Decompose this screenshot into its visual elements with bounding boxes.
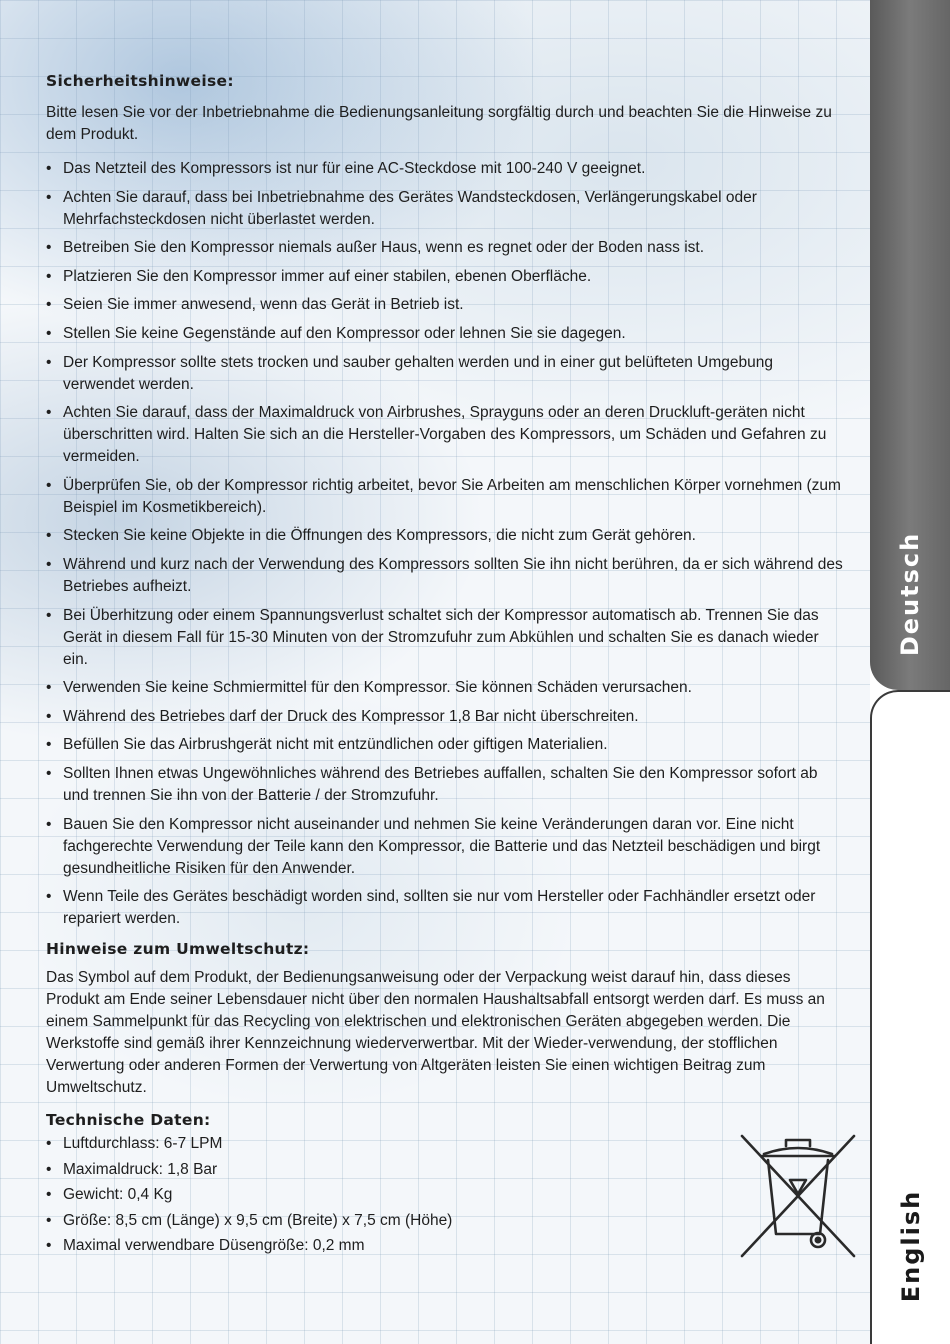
tab-deutsch[interactable] bbox=[870, 0, 950, 690]
list-item: • Der Kompressor sollte stets trocken und sauber gehalten werden und in einer gut belüfteten Umgebung verwendet werden. bbox=[46, 352, 846, 396]
list-item: • Seien Sie immer anwesend, wenn das Gerät in Betrieb ist. bbox=[46, 294, 846, 316]
safety-title: Sicherheitshinweise: bbox=[46, 72, 234, 90]
safety-list bbox=[46, 158, 846, 930]
list-item: • Achten Sie darauf, dass bei Inbetriebnahme des Gerätes Wandsteckdosen, Verlängerungskabel oder Mehrfachsteckdosen nicht überlastet werden. bbox=[46, 187, 846, 231]
list-item: • Während des Betriebes darf der Druck des Kompressor 1,8 Bar nicht überschreiten. bbox=[46, 706, 846, 728]
list-item: • Befüllen Sie das Airbrushgerät nicht mit entzündlichen oder giftigen Materialien. bbox=[46, 734, 846, 756]
tab-label-deutsch: Deutsch bbox=[896, 531, 925, 657]
list-item: • Stecken Sie keine Objekte in die Öffnungen des Kompressors, die nicht zum Gerät gehören. bbox=[46, 525, 846, 547]
list-item: • Gewicht: 0,4 Kg bbox=[46, 1184, 846, 1206]
list-item: • Das Netzteil des Kompressors ist nur für eine AC-Steckdose mit 100-240 V geeignet. bbox=[46, 158, 846, 180]
list-item: • Während und kurz nach der Verwendung des Kompressors sollten Sie ihn nicht berühren, da er sich während des Betriebes aufheizt. bbox=[46, 554, 846, 598]
technical-list bbox=[46, 1133, 846, 1257]
list-item: • Bei Überhitzung oder einem Spannungsverlust schaltet sich der Kompressor automatisch ab. Trennen Sie das Gerät in diesem Fall für 15-30 Minuten von der Stromzufuhr zum Abkühlen und schalten Sie es danach wieder ein. bbox=[46, 605, 846, 671]
list-item: • Platzieren Sie den Kompressor immer auf einer stabilen, ebenen Oberfläche. bbox=[46, 266, 846, 288]
list-item: • Sollten Ihnen etwas Ungewöhnliches während des Betriebes auffallen, schalten Sie den Kompressor sofort ab und trennen Sie ihn von der Batterie / der Stromzufuhr. bbox=[46, 763, 846, 807]
list-item: • Bauen Sie den Kompressor nicht auseinander und nehmen Sie keine Veränderungen daran vor. Eine nicht fachgerechte Verwendung der Teile kann den Kompressor, die Batterie und das Netzteil beschädigen und birgt gesundheitliche Risiken für den Anwender. bbox=[46, 814, 846, 880]
page-content bbox=[46, 72, 846, 1261]
safety-intro: Bitte lesen Sie vor der Inbetriebnahme die Bedienungsanleitung sorgfältig durch und beachten Sie die Hinweise zu dem Produkt. bbox=[46, 104, 832, 143]
crossed-out-wheelie-bin-icon bbox=[738, 1130, 858, 1264]
list-item: • Verwenden Sie keine Schmiermittel für den Kompressor. Sie können Schäden verursachen. bbox=[46, 677, 846, 699]
list-item: • Achten Sie darauf, dass der Maximaldruck von Airbrushes, Sprayguns oder an deren Druckluft-geräten nicht überschritten wird. Halten Sie sich an die Hersteller-Vorgaben des Kompressors, um Schäden und Gefahren zu vermeiden. bbox=[46, 402, 846, 468]
list-item: • Größe: 8,5 cm (Länge) x 9,5 cm (Breite) x 7,5 cm (Höhe) bbox=[46, 1210, 846, 1232]
list-item: • Betreiben Sie den Kompressor niemals außer Haus, wenn es regnet oder der Boden nass ist. bbox=[46, 237, 846, 259]
environment-title: Hinweise zum Umweltschutz: bbox=[46, 940, 310, 959]
list-item: • Wenn Teile des Gerätes beschädigt worden sind, sollten sie nur vom Hersteller oder Fachhändler ersetzt oder repariert werden. bbox=[46, 886, 846, 930]
tab-label-english: English bbox=[897, 1189, 926, 1303]
technical-title: Technische Daten: bbox=[46, 1111, 211, 1130]
list-item: • Maximaldruck: 1,8 Bar bbox=[46, 1159, 846, 1181]
list-item: • Überprüfen Sie, ob der Kompressor richtig arbeitet, bevor Sie Arbeiten am menschlichen Körper vornehmen (zum Beispiel im Kosmetikbereich). bbox=[46, 475, 846, 519]
list-item: • Maximal verwendbare Düsengröße: 0,2 mm bbox=[46, 1235, 846, 1257]
list-item: • Luftdurchlass: 6-7 LPM bbox=[46, 1133, 846, 1155]
environment-text: Das Symbol auf dem Produkt, der Bedienungsanweisung oder der Verpackung weist darauf hin, dass dieses Produkt am Ende seiner Lebensdauer nicht über den normalen Haushaltsabfall entsorgt werden darf. Es muss an einem Sammelpunkt für das Recycling von elektrischen und elektronischen Geräten abgegeben werden. Die Werkstoffe sind gemäß ihrer Kennzeichnung wiederverwertbar. Mit der Wieder-verwendung, der stofflichen Verwertung oder anderen Formen der Verwertung von Altgeräten leisten Sie einen wichtigen Beitrag zum Umweltschutz. bbox=[46, 969, 825, 1097]
list-item: • Stellen Sie keine Gegenstände auf den Kompressor oder lehnen Sie sie dagegen. bbox=[46, 323, 846, 345]
tab-english[interactable] bbox=[870, 690, 950, 1344]
